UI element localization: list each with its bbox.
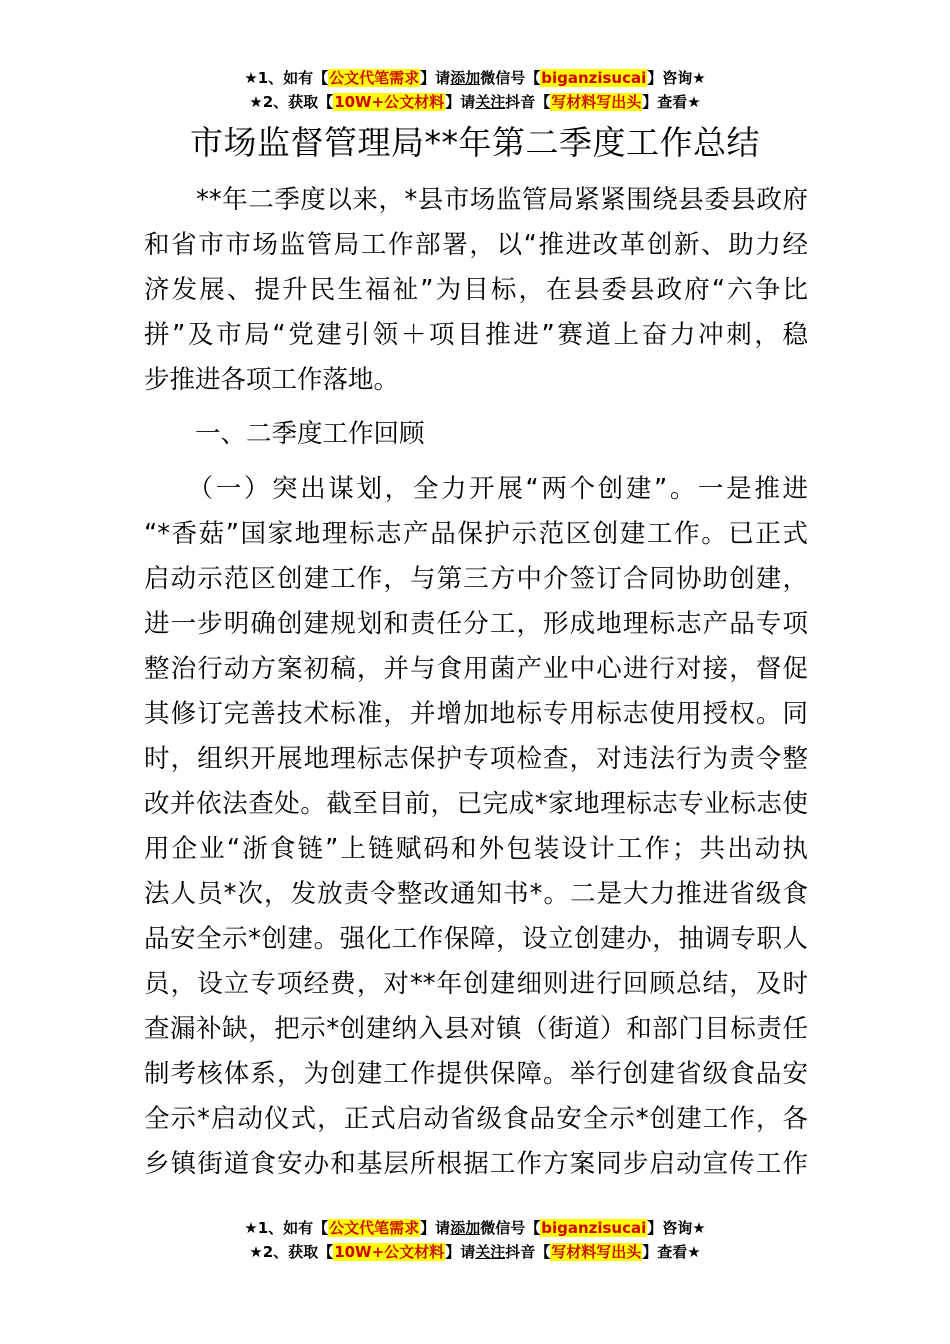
text-line: 改并依法查处。截至目前，已完成*家地理标志专业标志使 xyxy=(144,789,808,819)
banner-line-2 xyxy=(0,1240,950,1264)
banner-highlight: 公文代笔需求 xyxy=(329,1219,420,1237)
text-line: 和省市市场监管局工作部署，以“推进改革创新、助力经 xyxy=(144,230,808,260)
banner-douyin-name: 写材料写出头 xyxy=(551,93,642,111)
banner-text: 】查看★ xyxy=(642,1243,701,1261)
text-line: 进一步明确创建规划和责任分工，形成地理标志产品专项 xyxy=(144,609,808,639)
text-line: 用企业“浙食链”上链赋码和外包装设计工作；共出动执 xyxy=(144,834,808,864)
banner-underlined: 添加 xyxy=(450,1219,481,1237)
banner-wechat-id: biganzisucai xyxy=(541,69,647,87)
banner-underlined: 关注 xyxy=(475,1243,506,1261)
text-line: 法人员*次，发放责令整改通知书*。二是大力推进省级食 xyxy=(144,879,808,909)
banner-text: 微信号【 xyxy=(480,1219,541,1237)
banner-text: 】请 xyxy=(445,93,476,111)
text-line: “*香菇”国家地理标志产品保护示范区创建工作。已正式 xyxy=(144,519,808,549)
text-line: 整治行动方案初稿，并与食用菌产业中心进行对接，督促 xyxy=(144,654,808,684)
paragraph-intro xyxy=(144,178,808,403)
banner-line-2 xyxy=(0,90,950,114)
banner-highlight: 10W+公文材料 xyxy=(334,93,445,111)
banner-text: ★2、获取【 xyxy=(249,1243,334,1261)
text-line: 时，组织开展地理标志保护专项检查，对违法行为责令整 xyxy=(144,744,808,774)
text-line: 步推进各项工作落地。 xyxy=(144,365,400,395)
text-line: 全示*启动仪式，正式启动省级食品安全示*创建工作，各 xyxy=(144,1104,808,1134)
banner-text: 】咨询★ xyxy=(647,1219,706,1237)
text-line: 制考核体系，为创建工作提供保障。举行创建省级食品安 xyxy=(144,1059,808,1089)
banner-highlight: 10W+公文材料 xyxy=(334,1243,445,1261)
banner-text: 抖音【 xyxy=(505,1243,551,1261)
banner-text: ★1、如有【 xyxy=(244,1219,329,1237)
text-line: （一）突出谋划，全力开展“两个创建”。一是推进 xyxy=(144,474,808,504)
text-line: 查漏补缺，把示*创建纳入县对镇（街道）和部门目标责任 xyxy=(144,1014,808,1044)
banner-highlight: 公文代笔需求 xyxy=(329,69,420,87)
banner-text: 】请 xyxy=(420,1219,451,1237)
banner-wechat-id: biganzisucai xyxy=(541,1219,647,1237)
banner-line-1 xyxy=(0,66,950,90)
text-line: 乡镇街道食安办和基层所根据工作方案同步启动宣传工作 xyxy=(144,1149,808,1179)
document-title: 市场监督管理局**年第二季度工作总结 xyxy=(190,123,760,162)
banner-text: 】咨询★ xyxy=(647,69,706,87)
banner-underlined: 添加 xyxy=(450,69,481,87)
heading-text: 一、二季度工作回顾 xyxy=(144,419,425,449)
paragraph-section-1 xyxy=(144,467,808,1187)
banner-text: ★1、如有【 xyxy=(244,69,329,87)
section-heading xyxy=(144,412,808,457)
banner-text: 】查看★ xyxy=(642,93,701,111)
banner-text: 】请 xyxy=(445,1243,476,1261)
text-line: 品安全示*创建。强化工作保障，设立创建办，抽调专职人 xyxy=(144,924,808,954)
banner-text: ★2、获取【 xyxy=(249,93,334,111)
banner-underlined: 关注 xyxy=(475,93,506,111)
bottom-banner xyxy=(0,1216,950,1264)
text-line: 济发展、提升民生福祉”为目标，在县委县政府“六争比 xyxy=(144,275,808,305)
banner-text: 微信号【 xyxy=(480,69,541,87)
text-line: 员，设立专项经费，对**年创建细则进行回顾总结，及时 xyxy=(144,969,808,999)
banner-text: 抖音【 xyxy=(505,93,551,111)
banner-text: 】请 xyxy=(420,69,451,87)
text-line: 启动示范区创建工作，与第三方中介签订合同协助创建， xyxy=(144,564,808,594)
text-line: **年二季度以来，*县市场监管局紧紧围绕县委县政府 xyxy=(144,185,808,215)
banner-line-1 xyxy=(0,1216,950,1240)
text-line: 其修订完善技术标准，并增加地标专用标志使用授权。同 xyxy=(144,699,808,729)
top-banner xyxy=(0,66,950,114)
banner-douyin-name: 写材料写出头 xyxy=(551,1243,642,1261)
text-line: 拼”及市局“党建引领＋项目推进”赛道上奋力冲刺，稳 xyxy=(144,320,808,350)
